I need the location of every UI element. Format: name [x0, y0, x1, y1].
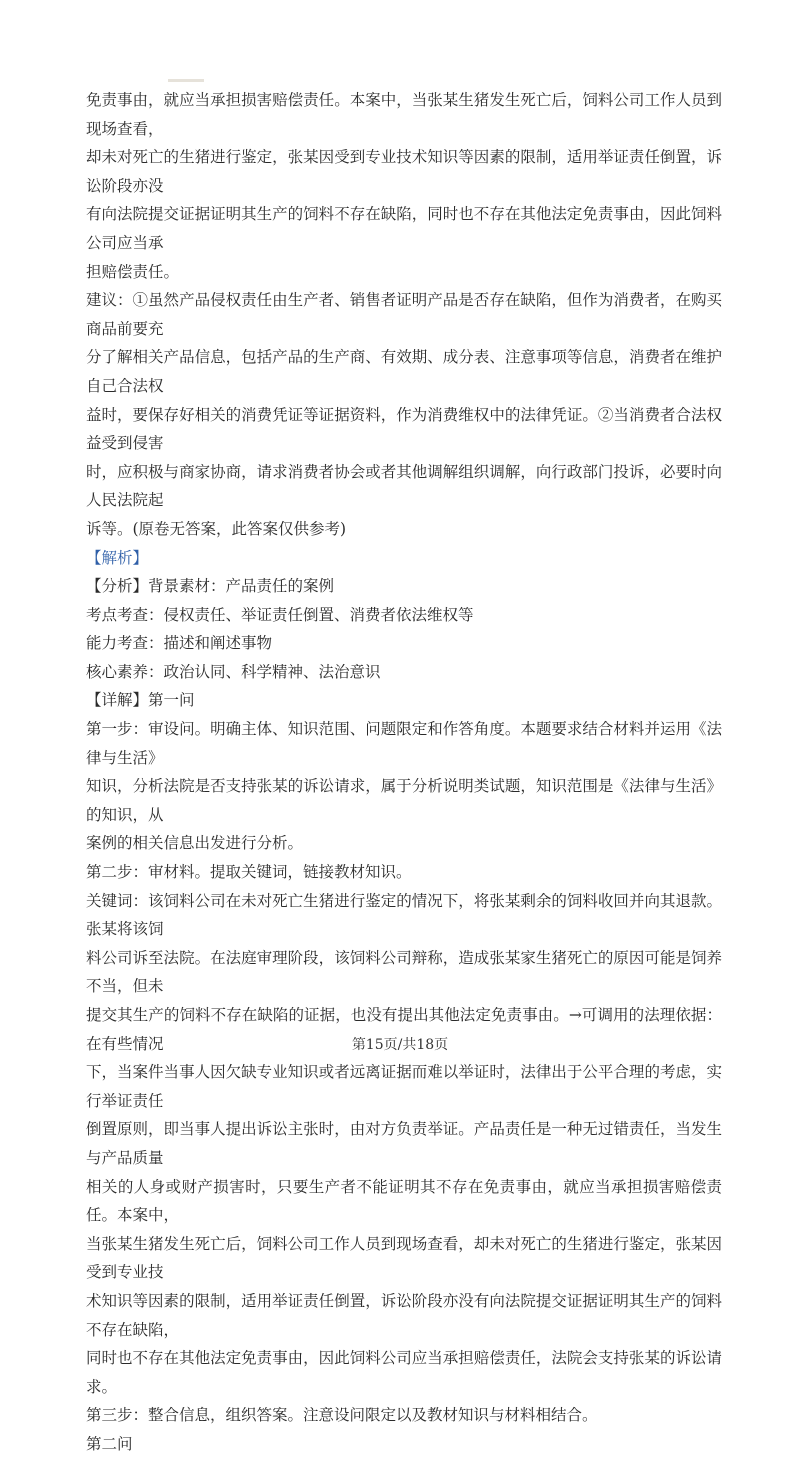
text-line: 术知识等因素的限制，适用举证责任倒置，诉讼阶段亦没有向法院提交证据证明其生产的饲料不存在缺陷，: [86, 1291, 722, 1339]
text-line: 知识，分析法院是否支持张某的诉讼请求，属于分析说明类试题，知识范围是《法律与生活》的知识，从: [86, 777, 722, 824]
text-line: 时，应积极与商家协商，请求消费者协会或者其他调解组织调解，向行政部门投诉，必要时向人民法院起: [86, 462, 722, 510]
text-line: 却未对死亡的生猪进行鉴定，张某因受到专业技术知识等因素的限制，适用举证责任倒置，诉讼阶段亦没: [86, 148, 722, 195]
suggestion-paragraph: [86, 286, 722, 543]
analysis-background: [86, 572, 722, 601]
text-line: 【解析】: [86, 548, 149, 567]
step-three-paragraph: [86, 1401, 722, 1430]
analysis-heading: [86, 544, 722, 573]
second-question-heading: [86, 1430, 722, 1459]
text-line: 相关的人身或财产损害时，只要生产者不能证明其不存在免责事由，就应当承担损害赔偿责任。本案中，: [86, 1177, 722, 1225]
text-line: 益时，要保存好相关的消费凭证等证据资料，作为消费维权中的法律凭证。②当消费者合法权益受到侵害: [86, 405, 722, 453]
exam-points: [86, 601, 722, 630]
text-line: 【详解】第一问: [86, 691, 195, 710]
text-line: 诉等。(原卷无答案，此答案仅供参考): [86, 519, 347, 538]
text-line: 担赔偿责任。: [86, 262, 180, 281]
core-literacy: [86, 658, 722, 687]
text-line: 第三步：整合信息，组织答案。注意设问限定以及教材知识与材料相结合。: [86, 1406, 598, 1425]
answer-paragraph: [86, 86, 722, 286]
text-line: 同时也不存在其他法定免责事由，因此饲料公司应当承担赔偿责任，法院会支持张某的诉讼请求。: [86, 1349, 722, 1396]
step-one-paragraph: [86, 715, 722, 858]
text-line: 第一步：审设问。明确主体、知识范围、问题限定和作答角度。本题要求结合材料并运用《法律与生活》: [86, 720, 722, 767]
text-line: 料公司诉至法院。在法庭审理阶段，该饲料公司辩称，造成张某家生猪死亡的原因可能是饲养不当，但未: [86, 948, 722, 996]
text-line: 【分析】背景素材：产品责任的案例: [86, 577, 335, 596]
detail-heading: [86, 686, 722, 715]
document-body: [86, 86, 722, 1459]
text-line: 核心素养：政治认同、科学精神、法治意识: [86, 662, 381, 681]
text-line: 有向法院提交证据证明其生产的饲料不存在缺陷，同时也不存在其他法定免责事由，因此饲料公司应当承: [86, 205, 722, 252]
text-line: 建议：①虽然产品侵权责任由生产者、销售者证明产品是否存在缺陷，但作为消费者，在购买商品前要充: [86, 291, 722, 338]
text-line: 关键词：该饲料公司在未对死亡生猪进行鉴定的情况下，将张某剩余的饲料收回并向其退款。张某将该饲: [86, 891, 722, 939]
text-line: 第二步：审材料。提取关键词，链接教材知识。: [86, 863, 412, 882]
text-line: 下，当案件当事人因欠缺专业知识或者远离证据而难以举证时，法律出于公平合理的考虑，实行举证责任: [86, 1063, 722, 1110]
text-line: 当张某生猪发生死亡后，饲料公司工作人员到现场查看，却未对死亡的生猪进行鉴定，张某因受到专业技: [86, 1234, 722, 1282]
text-line: 倒置原则，即当事人提出诉讼主张时，由对方负责举证。产品责任是一种无过错责任，当发生与产品质量: [86, 1120, 722, 1167]
scan-artifact: [168, 79, 204, 82]
page-number: 第15页/共18页: [351, 1037, 449, 1053]
text-line: 分了解相关产品信息，包括产品的生产商、有效期、成分表、注意事项等信息，消费者在维护自己合法权: [86, 348, 722, 395]
text-line: 案例的相关信息出发进行分析。: [86, 834, 304, 853]
text-line: 免责事由，就应当承担损害赔偿责任。本案中，当张某生猪发生死亡后，饲料公司工作人员到现场查看，: [86, 91, 722, 138]
step-two-paragraph: [86, 858, 722, 887]
ability-points: [86, 629, 722, 658]
text-line: 第二问: [86, 1434, 133, 1453]
text-line: 考点考查：侵权责任、举证责任倒置、消费者依法维权等: [86, 605, 474, 624]
text-line: 能力考查：描述和阐述事物: [86, 634, 273, 653]
keywords-paragraph: [86, 887, 722, 1402]
text-line: 提交其生产的饲料不存在缺陷的证据，也没有提出其他法定免责事由。→可调用的法理依据：在有些情况: [86, 1006, 722, 1053]
